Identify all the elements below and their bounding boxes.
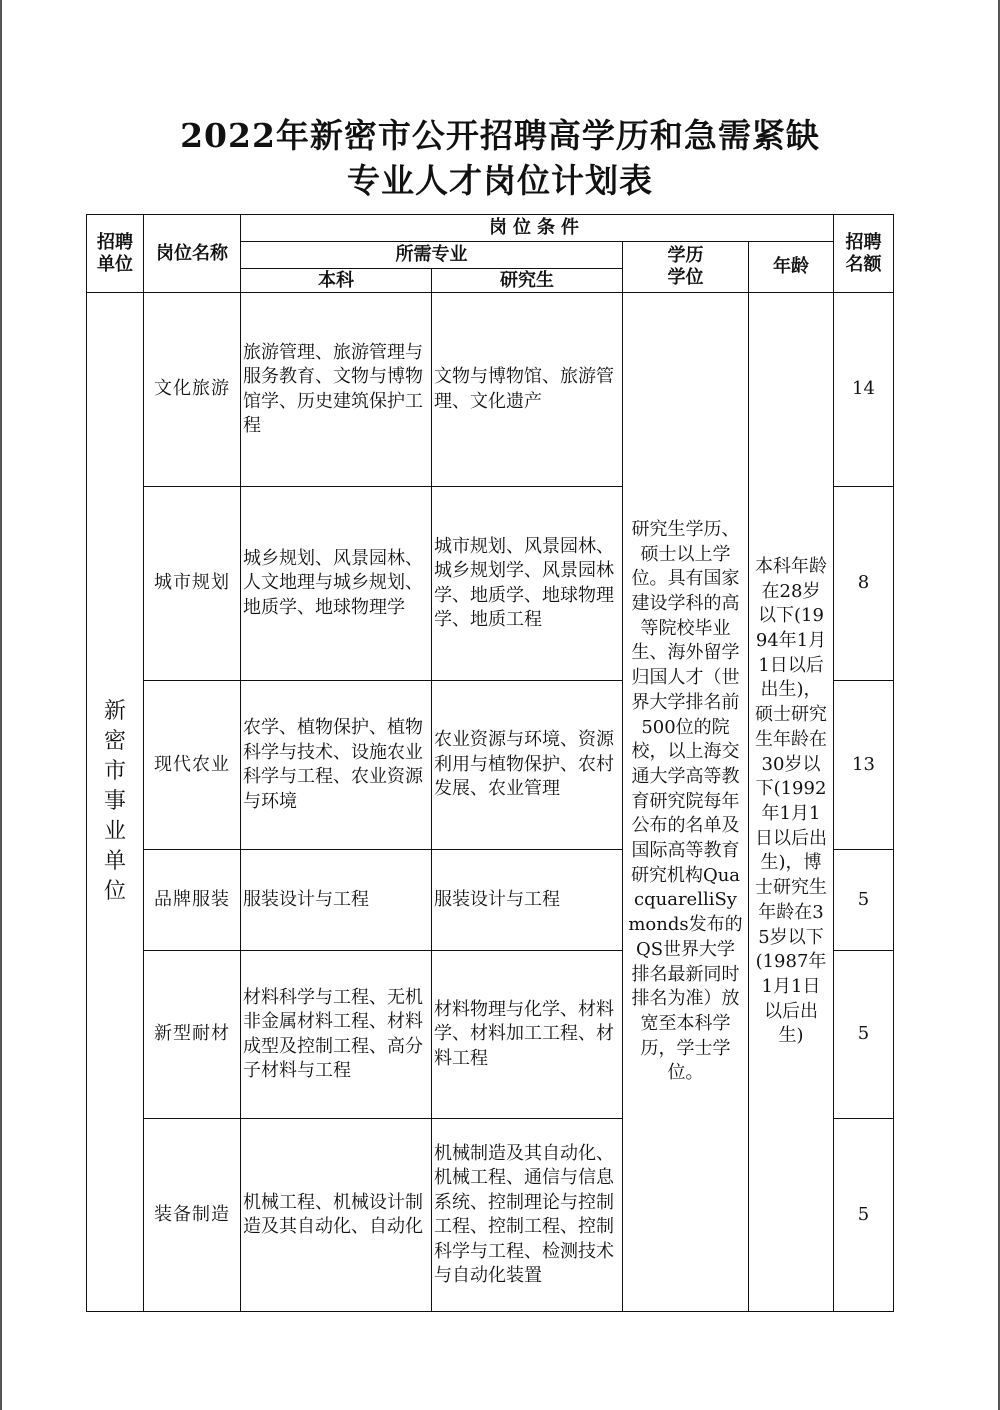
age-requirement: 本科年龄在28岁以下(1994年1月1日以后出生)，硕士研究生年龄在30岁以下(1992年1月1日以后出生)，博士研究生年龄在35岁以下(1987年1月1日以后出生) xyxy=(749,293,834,1312)
header-position: 岗位名称 xyxy=(144,215,241,293)
unit-cell: 新 密 市 事 业 单 位 xyxy=(87,293,144,1312)
quota-value: 8 xyxy=(834,487,894,681)
graduate-majors: 农业资源与环境、资源利用与植物保护、农村发展、农业管理 xyxy=(432,681,623,850)
position-name: 城市规划 xyxy=(144,487,241,681)
header-major: 所需专业 xyxy=(241,242,623,269)
graduate-majors: 文物与博物馆、旅游管理、文化遗产 xyxy=(432,293,623,487)
quota-value: 5 xyxy=(834,1119,894,1312)
header-conditions: 岗位条件 xyxy=(241,215,834,242)
header-degree: 学历 学位 xyxy=(623,242,749,293)
document-title-line2: 专业人才岗位计划表 xyxy=(347,161,653,200)
table-row xyxy=(87,293,894,487)
position-name: 品牌服装 xyxy=(144,850,241,951)
quota-value: 5 xyxy=(834,951,894,1119)
header-age: 年龄 xyxy=(749,242,834,293)
position-name: 新型耐材 xyxy=(144,951,241,1119)
undergrad-majors: 农学、植物保护、植物科学与技术、设施农业科学与工程、农业资源与环境 xyxy=(241,681,432,850)
quota-value: 5 xyxy=(834,850,894,951)
position-name: 装备制造 xyxy=(144,1119,241,1312)
quota-value: 14 xyxy=(834,293,894,487)
degree-requirement: 研究生学历、硕士以上学位。具有国家建设学科的高等院校毕业生、海外留学归国人才（世界大学排名前500位的院校，以上海交通大学高等教育研究院每年公布的名单及国际高等教育研究机构QuacquarelliSymonds发布的QS世界大学排名最新同时排名为准）放宽至本科学历，学士学位。 xyxy=(623,293,749,1312)
graduate-majors: 城市规划、风景园林、城乡规划学、风景园林学、地质学、地球物理学、地质工程 xyxy=(432,487,623,681)
undergrad-majors: 城乡规划、风景园林、人文地理与城乡规划、地质学、地球物理学 xyxy=(241,487,432,681)
undergrad-majors: 材料科学与工程、无机非金属材料工程、材料成型及控制工程、高分子材料与工程 xyxy=(241,951,432,1119)
graduate-majors: 材料物理与化学、材料学、材料加工工程、材料工程 xyxy=(432,951,623,1119)
document-title-line1: 2022年新密市公开招聘高学历和急需紧缺 xyxy=(180,116,820,155)
undergrad-majors: 旅游管理、旅游管理与服务教育、文物与博物馆学、历史建筑保护工程 xyxy=(241,293,432,487)
undergrad-majors: 服装设计与工程 xyxy=(241,850,432,951)
position-name: 文化旅游 xyxy=(144,293,241,487)
header-graduate: 研究生 xyxy=(432,269,623,293)
recruitment-plan-table xyxy=(86,214,894,1312)
header-undergrad: 本科 xyxy=(241,269,432,293)
quota-value: 13 xyxy=(834,681,894,850)
undergrad-majors: 机械工程、机械设计制造及其自动化、自动化 xyxy=(241,1119,432,1312)
position-name: 现代农业 xyxy=(144,681,241,850)
graduate-majors: 服装设计与工程 xyxy=(432,850,623,951)
graduate-majors: 机械制造及其自动化、机械工程、通信与信息系统、控制理论与控制工程、控制工程、控制科学与工程、检测技术与自动化装置 xyxy=(432,1119,623,1312)
header-unit: 招聘 单位 xyxy=(87,215,144,293)
header-quota: 招聘 名额 xyxy=(834,215,894,293)
